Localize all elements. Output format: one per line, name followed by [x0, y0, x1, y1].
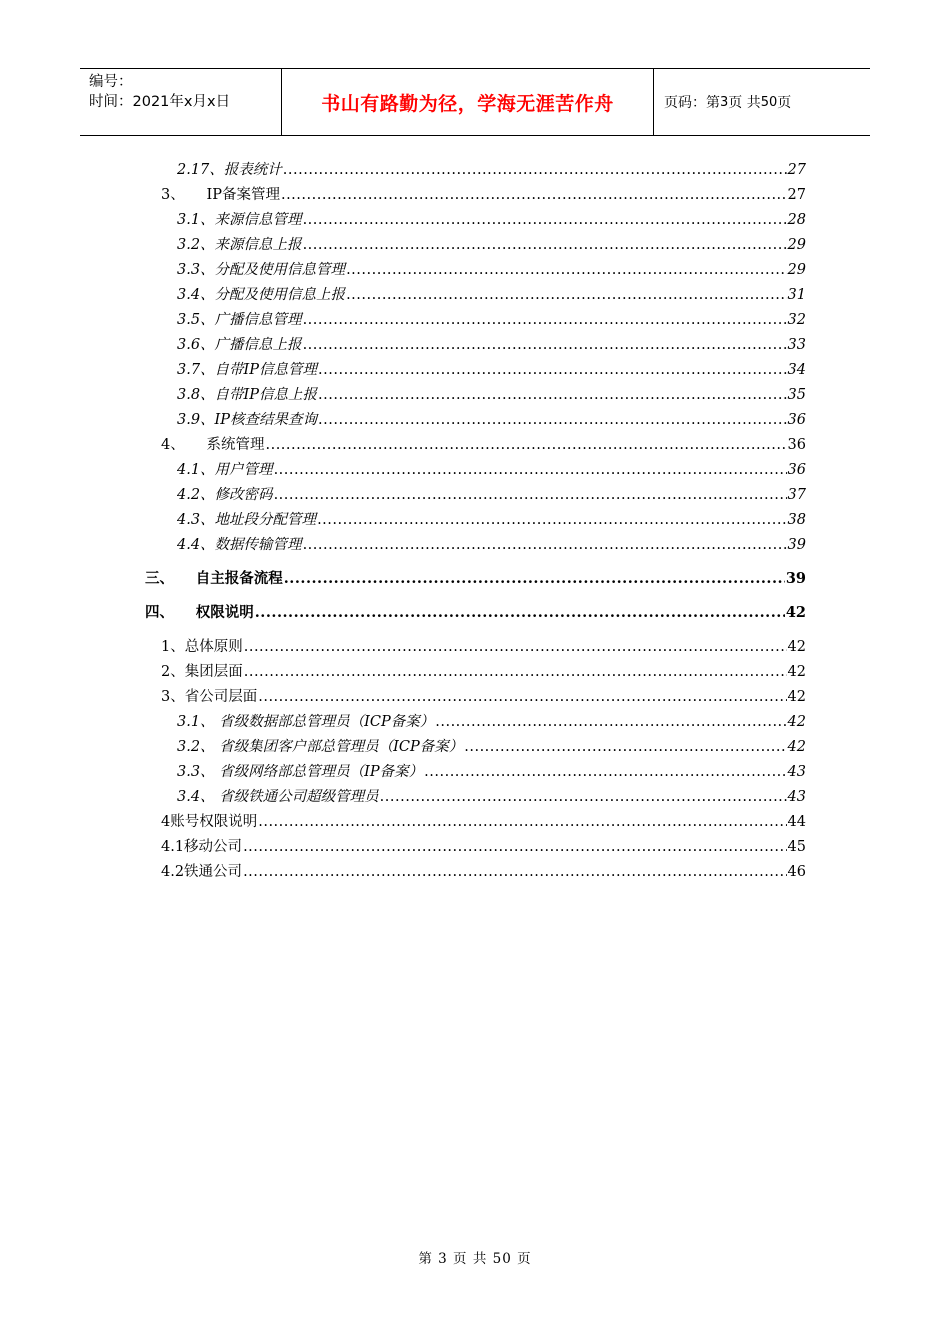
toc-leader-dots [274, 483, 787, 507]
toc-entry-label: 2、集团层面 [161, 664, 243, 680]
toc-entry-label: 4.3、地址段分配管理 [177, 512, 317, 528]
toc-entry-page: 42 [785, 604, 806, 621]
header-motto: 书山有路勤为径，学海无涯苦作舟 [282, 69, 654, 135]
toc-entry-label: 四、 权限说明 [145, 604, 254, 621]
toc-entry-label: 3.1、 省级数据部总管理员（ICP备案） [177, 714, 435, 730]
toc-entry-page: 42 [787, 689, 806, 705]
toc-entry[interactable] [161, 835, 806, 859]
toc-entry-label: 3.9、IP核查结果查询 [177, 412, 318, 428]
toc-entry[interactable] [177, 458, 806, 482]
toc-entry-page: 36 [787, 437, 806, 453]
toc-leader-dots [284, 567, 785, 591]
toc-entry[interactable] [161, 685, 806, 709]
toc-entry[interactable] [177, 710, 806, 734]
toc-entry-page: 42 [787, 639, 806, 655]
toc-entry-page: 39 [785, 570, 806, 587]
toc-entry-label: 3.5、广播信息管理 [177, 312, 302, 328]
toc-entry-label: 4、 系统管理 [161, 437, 265, 453]
toc-entry-page: 36 [787, 412, 806, 428]
toc-entry-label: 3.7、自带IP信息管理 [177, 362, 318, 378]
toc-entry-page: 45 [787, 839, 806, 855]
toc-entry-label: 3.3、 省级网络部总管理员（IP备案） [177, 764, 424, 780]
toc-entry[interactable] [145, 567, 806, 591]
toc-leader-dots [303, 208, 787, 232]
toc-entry-label: 3、 IP备案管理 [161, 187, 280, 203]
toc-entry-page: 33 [787, 337, 806, 353]
toc-leader-dots [258, 810, 786, 834]
toc-leader-dots [244, 660, 787, 684]
toc-entry[interactable] [177, 308, 806, 332]
toc-entry[interactable] [161, 183, 806, 207]
toc-entry-page: 32 [787, 312, 806, 328]
toc-entry[interactable] [161, 810, 806, 834]
toc-entry[interactable] [177, 258, 806, 282]
toc-leader-dots [424, 760, 786, 784]
toc-entry-page: 29 [787, 237, 806, 253]
toc-entry-page: 27 [787, 187, 806, 203]
header-meta [80, 69, 282, 135]
toc-entry-page: 31 [787, 287, 806, 303]
toc-entry[interactable] [177, 408, 806, 432]
toc-leader-dots [435, 710, 786, 734]
toc-entry[interactable] [177, 735, 806, 759]
toc-leader-dots [464, 735, 786, 759]
toc-entry[interactable] [177, 533, 806, 557]
toc-entry-page: 34 [787, 362, 806, 378]
toc-entry-label: 1、总体原则 [161, 639, 243, 655]
toc-entry-label: 3.3、分配及使用信息管理 [177, 262, 346, 278]
toc-leader-dots [303, 333, 787, 357]
header-page-current: 3 [720, 94, 729, 110]
toc-entry-label: 三、 自主报备流程 [145, 570, 283, 587]
toc-entry-label: 3、省公司层面 [161, 689, 258, 705]
toc-leader-dots [283, 158, 787, 182]
header-time-label: 时间：2021年x月x日 [89, 94, 231, 110]
toc-entry-label: 4账号权限说明 [161, 814, 258, 830]
toc-entry[interactable] [177, 383, 806, 407]
toc-entry-label: 4.1移动公司 [161, 839, 243, 855]
toc-entry-page: 43 [787, 789, 806, 805]
header-page-prefix: 页码：第 [664, 95, 720, 111]
toc-entry-label: 4.4、数据传输管理 [177, 537, 302, 553]
toc-entry[interactable] [177, 358, 806, 382]
toc-leader-dots [265, 433, 786, 457]
header-page-info [654, 69, 870, 135]
toc-entry[interactable] [177, 483, 806, 507]
toc-entry[interactable] [161, 660, 806, 684]
toc-entry-page: 35 [787, 387, 806, 403]
toc-leader-dots [318, 408, 787, 432]
header-page-suffix: 页 [777, 95, 792, 111]
toc-entry-page: 36 [787, 462, 806, 478]
toc-entry[interactable] [177, 208, 806, 232]
toc-entry-page: 38 [787, 512, 806, 528]
toc-entry[interactable] [177, 233, 806, 257]
header-page-total: 50 [760, 94, 778, 110]
toc-entry-page: 46 [787, 864, 806, 880]
toc-entry-label: 3.6、广播信息上报 [177, 337, 302, 353]
toc-leader-dots [258, 685, 786, 709]
toc-entry-label: 3.4、 省级铁通公司超级管理员 [177, 789, 379, 805]
toc-leader-dots [318, 358, 787, 382]
toc-entry-page: 27 [787, 162, 806, 178]
toc-entry-page: 42 [787, 664, 806, 680]
toc-entry[interactable] [161, 860, 806, 884]
toc-leader-dots [281, 183, 787, 207]
toc-leader-dots [274, 458, 787, 482]
toc-entry-label: 3.2、 省级集团客户部总管理员（ICP备案） [177, 739, 464, 755]
header-number-label: 编号： [89, 74, 133, 90]
toc-leader-dots [303, 233, 787, 257]
toc-leader-dots [255, 601, 785, 625]
toc-entry-page: 28 [787, 212, 806, 228]
toc-leader-dots [303, 308, 787, 332]
toc-entry-label: 3.1、来源信息管理 [177, 212, 302, 228]
toc-entry[interactable] [145, 601, 806, 625]
toc-leader-dots [243, 860, 786, 884]
toc-leader-dots [346, 283, 786, 307]
toc-leader-dots [303, 533, 787, 557]
toc-leader-dots [244, 635, 787, 659]
toc-entry-page: 44 [787, 814, 806, 830]
toc-entry[interactable] [161, 433, 806, 457]
page-header [80, 68, 870, 136]
toc-entry[interactable] [177, 508, 806, 532]
toc-leader-dots [318, 383, 787, 407]
toc-entry-label: 3.2、来源信息上报 [177, 237, 302, 253]
toc-entry-label: 3.8、自带IP信息上报 [177, 387, 318, 403]
toc-entry-page: 42 [787, 714, 806, 730]
toc-entry-page: 43 [787, 764, 806, 780]
toc-leader-dots [346, 258, 786, 282]
toc-entry-label: 4.1、用户管理 [177, 462, 273, 478]
toc-entry[interactable] [177, 333, 806, 357]
toc-entry[interactable] [177, 785, 806, 809]
toc-entry-page: 29 [787, 262, 806, 278]
page-footer: 第 3 页 共 50 页 [418, 1251, 532, 1267]
toc-entry-page: 37 [787, 487, 806, 503]
toc-entry-label: 4.2铁通公司 [161, 864, 243, 880]
toc-entry-page: 42 [787, 739, 806, 755]
toc-entry-label: 3.4、分配及使用信息上报 [177, 287, 346, 303]
header-page-mid: 页 共 [728, 95, 761, 111]
toc-leader-dots [317, 508, 786, 532]
toc-entry-label: 2.17、报表统计 [177, 162, 282, 178]
toc-entry[interactable] [177, 283, 806, 307]
toc-entry[interactable] [177, 760, 806, 784]
toc-entry-label: 4.2、修改密码 [177, 487, 273, 503]
toc-leader-dots [243, 835, 786, 859]
toc-entry[interactable] [177, 158, 806, 182]
toc-leader-dots [380, 785, 787, 809]
toc-entry[interactable] [161, 635, 806, 659]
toc-entry-page: 39 [787, 537, 806, 553]
